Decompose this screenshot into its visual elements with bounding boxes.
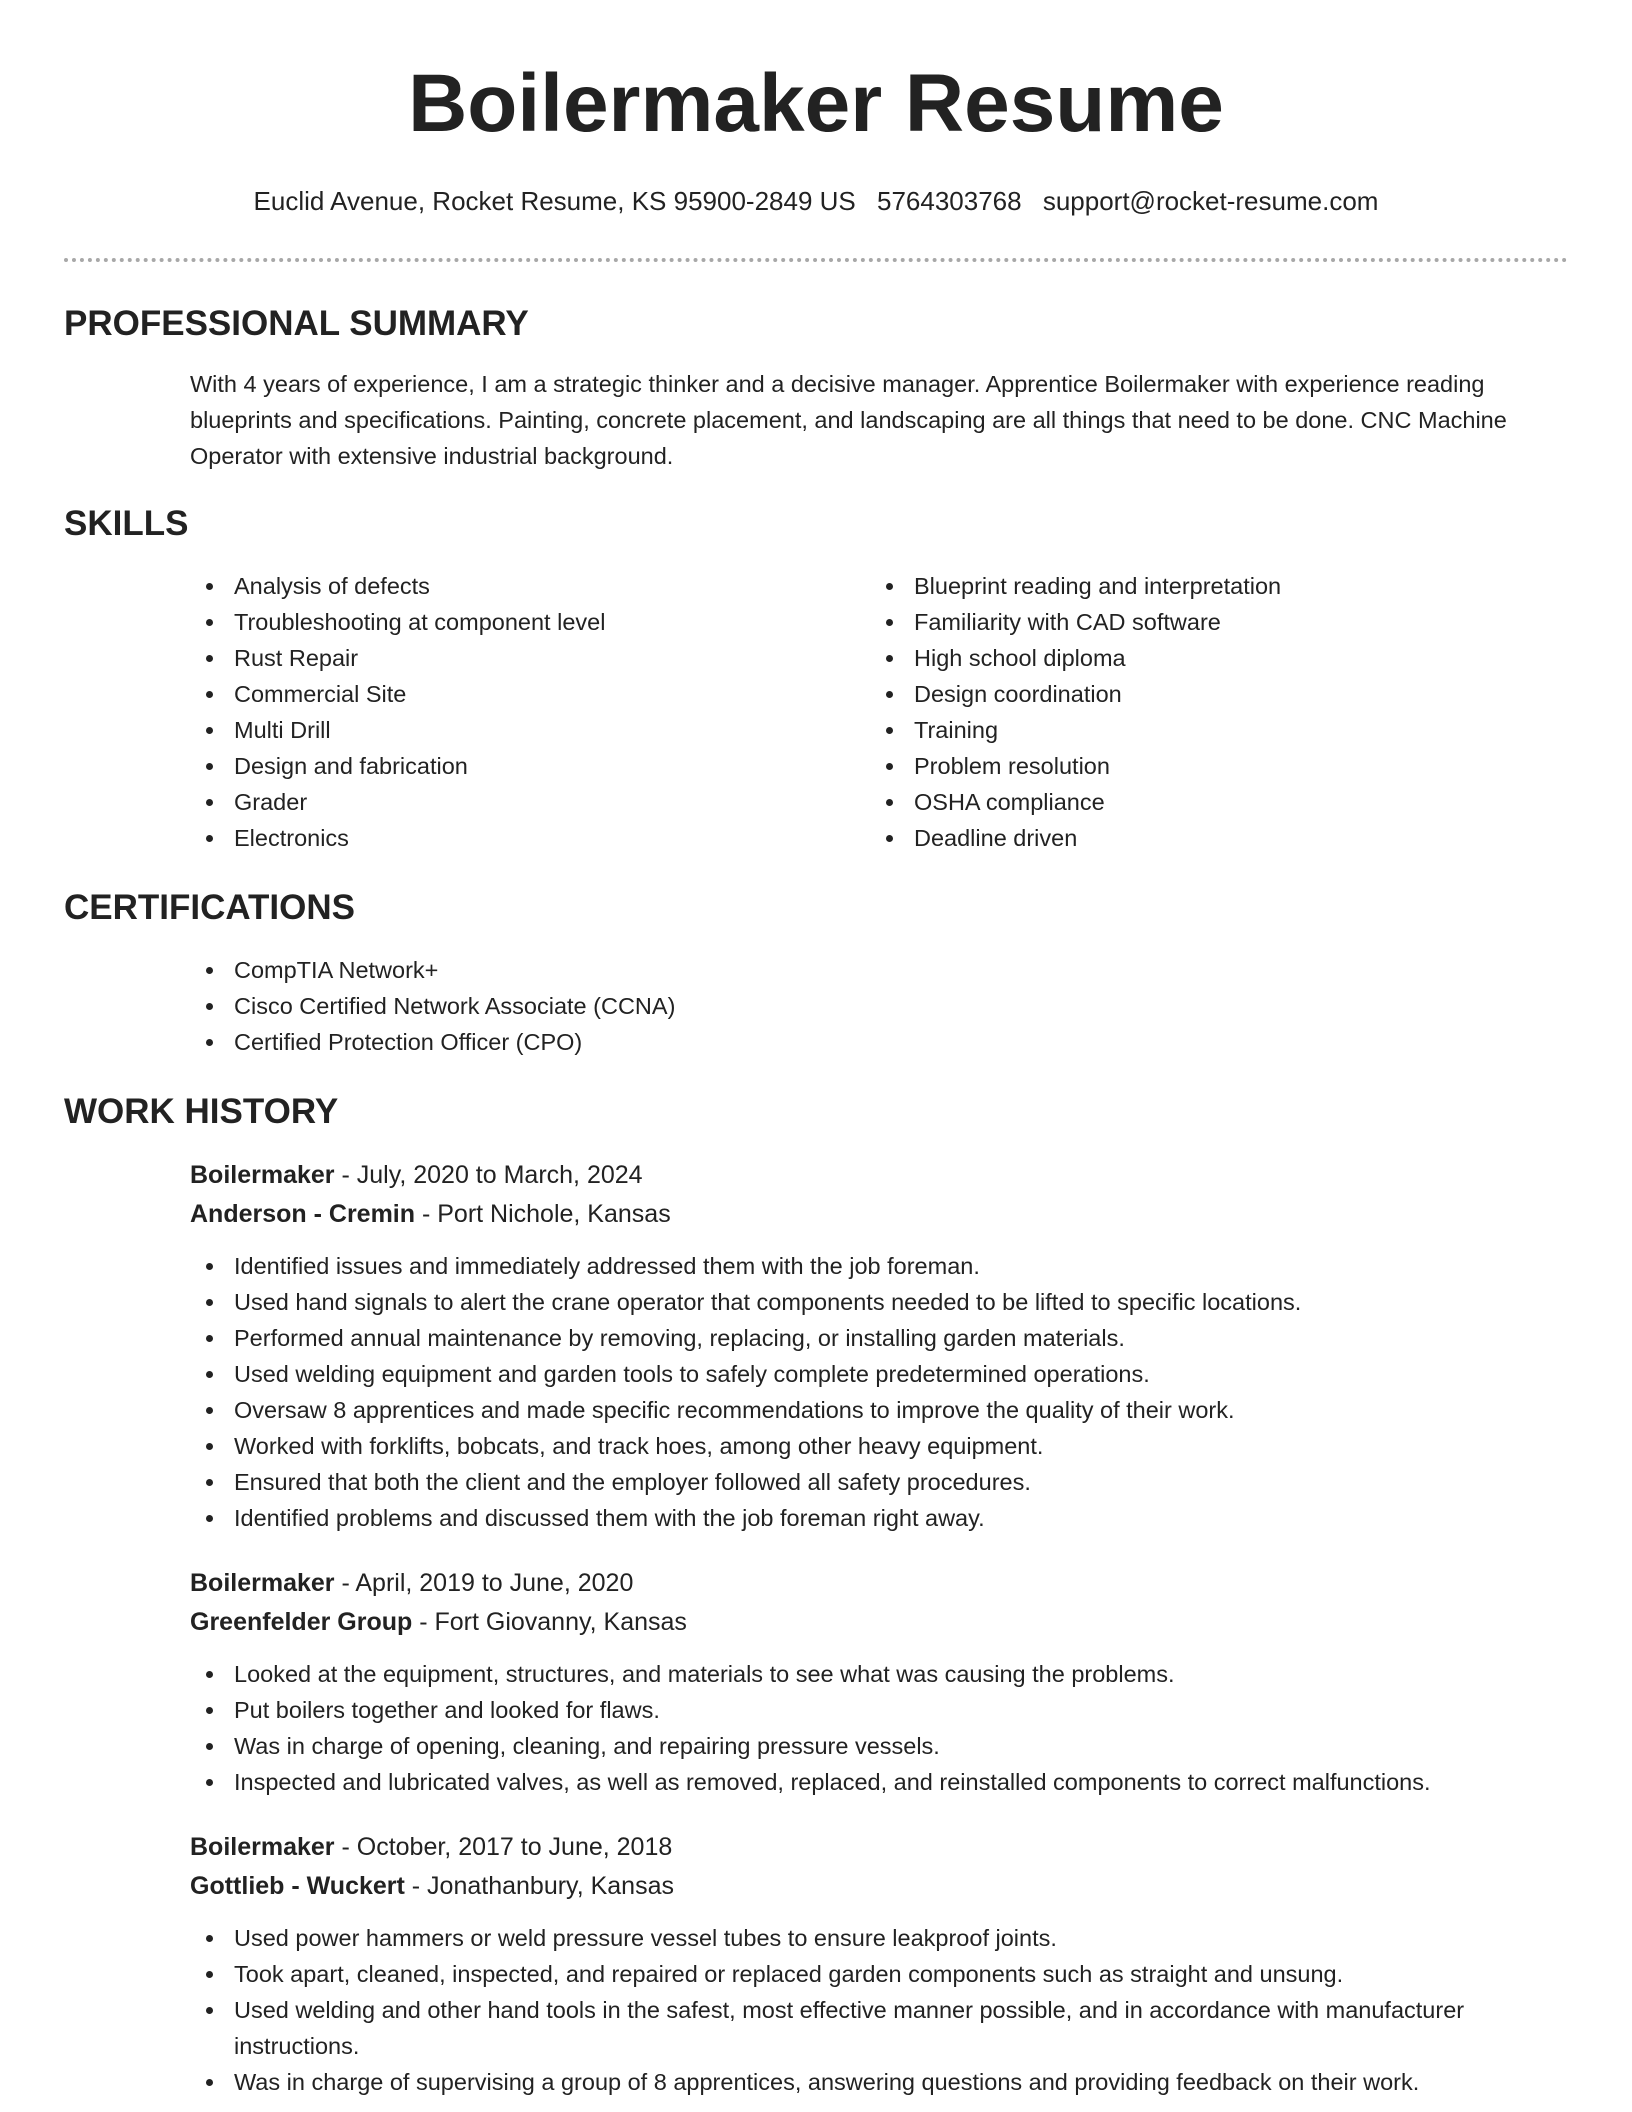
job-title: Boilermaker — [190, 1569, 335, 1597]
skill-item: Commercial Site — [190, 676, 870, 712]
job-dates: - October, 2017 to June, 2018 — [334, 1833, 673, 1861]
job-title-line — [190, 1156, 1568, 1195]
certifications-heading: CERTIFICATIONS — [64, 888, 356, 927]
contact-line — [64, 184, 1568, 218]
job-bullet: Oversaw 8 apprentices and made specific recommendations to improve the quality of their work. — [190, 1392, 1568, 1428]
certifications-list — [190, 952, 1568, 1060]
job-title: Boilermaker — [190, 1161, 335, 1189]
job-bullet: Was in charge of supervising a group of 8 apprentices, answering questions and providing feedback on their work. — [190, 2064, 1568, 2100]
job-bullet: Used hand signals to alert the crane operator that components needed to be lifted to specific locations. — [190, 1284, 1568, 1320]
skill-item: Familiarity with CAD software — [870, 604, 1550, 640]
skill-item: Problem resolution — [870, 748, 1550, 784]
job-bullet: Used power hammers or weld pressure vessel tubes to ensure leakproof joints. — [190, 1920, 1568, 1956]
skill-item: Electronics — [190, 820, 870, 856]
job-bullet: Identified issues and immediately addressed them with the job foreman. — [190, 1248, 1568, 1284]
resume-title: Boilermaker Resume — [408, 58, 1224, 149]
skill-item: Design coordination — [870, 676, 1550, 712]
skills-heading: SKILLS — [64, 504, 189, 543]
skill-item: Multi Drill — [190, 712, 870, 748]
certification-item: Certified Protection Officer (CPO) — [190, 1024, 1568, 1060]
job-bullet: Used welding equipment and garden tools to safely complete predetermined operations. — [190, 1356, 1568, 1392]
work-history-section — [64, 1090, 1568, 2100]
job-company-line — [190, 1603, 1568, 1642]
job-entry — [190, 1564, 1568, 1800]
skill-item: Design and fabrication — [190, 748, 870, 784]
job-entry — [190, 1828, 1568, 2100]
work-history-heading: WORK HISTORY — [64, 1092, 339, 1131]
job-bullet: Inspected and lubricated valves, as well as removed, replaced, and reinstalled components to correct malfunctions. — [190, 1764, 1568, 1800]
job-company: Anderson - Cremin — [190, 1200, 416, 1228]
job-title-line — [190, 1564, 1568, 1603]
job-bullet-list — [190, 1656, 1568, 1800]
job-company-line — [190, 1867, 1568, 1906]
job-company: Greenfelder Group — [190, 1608, 413, 1636]
job-bullet: Looked at the equipment, structures, and materials to see what was causing the problems. — [190, 1656, 1568, 1692]
skill-item: High school diploma — [870, 640, 1550, 676]
job-dates: - July, 2020 to March, 2024 — [334, 1161, 643, 1189]
contact-email: support@rocket-resume.com — [1042, 186, 1379, 216]
certifications-section — [64, 886, 1568, 1060]
job-dates: - April, 2019 to June, 2020 — [334, 1569, 634, 1597]
skill-item: Grader — [190, 784, 870, 820]
skills-grid — [190, 568, 1568, 856]
skill-item: Training — [870, 712, 1550, 748]
skill-item: Troubleshooting at component level — [190, 604, 870, 640]
skill-item: OSHA compliance — [870, 784, 1550, 820]
summary-heading: PROFESSIONAL SUMMARY — [64, 304, 529, 343]
summary-text: With 4 years of experience, I am a strategic thinker and a decisive manager. Apprentice Boilermaker with experience reading blueprints and specifications. Painting, concrete placement, and landscaping are all things that need to be done. CNC Machine Operator with extensive industrial background. — [190, 371, 1507, 469]
skill-item: Deadline driven — [870, 820, 1550, 856]
job-bullet: Ensured that both the client and the employer followed all safety procedures. — [190, 1464, 1568, 1500]
job-bullet-list — [190, 1248, 1568, 1536]
header-divider — [64, 258, 1568, 262]
job-bullet: Performed annual maintenance by removing, replacing, or installing garden materials. — [190, 1320, 1568, 1356]
job-bullet: Took apart, cleaned, inspected, and repaired or replaced garden components such as straight and unsung. — [190, 1956, 1568, 1992]
job-company-line — [190, 1195, 1568, 1234]
skill-item: Rust Repair — [190, 640, 870, 676]
certification-item: CompTIA Network+ — [190, 952, 1568, 988]
skill-item: Analysis of defects — [190, 568, 870, 604]
job-location: - Fort Giovanny, Kansas — [412, 1608, 687, 1636]
certification-item: Cisco Certified Network Associate (CCNA) — [190, 988, 1568, 1024]
skill-item: Blueprint reading and interpretation — [870, 568, 1550, 604]
skills-column-right — [870, 568, 1550, 856]
job-company: Gottlieb - Wuckert — [190, 1872, 405, 1900]
contact-address: Euclid Avenue, Rocket Resume, KS 95900-2849 US — [253, 186, 856, 216]
skills-column-left — [190, 568, 870, 856]
skills-section — [64, 502, 1568, 856]
job-location: - Port Nichole, Kansas — [415, 1200, 671, 1228]
job-bullet: Was in charge of opening, cleaning, and repairing pressure vessels. — [190, 1728, 1568, 1764]
job-entry — [190, 1156, 1568, 1536]
job-bullet: Identified problems and discussed them with the job foreman right away. — [190, 1500, 1568, 1536]
job-location: - Jonathanbury, Kansas — [404, 1872, 674, 1900]
contact-phone: 5764303768 — [876, 186, 1022, 216]
summary-section — [64, 302, 1568, 474]
job-bullet-list — [190, 1920, 1568, 2100]
job-bullet: Worked with forklifts, bobcats, and track hoes, among other heavy equipment. — [190, 1428, 1568, 1464]
job-title-line — [190, 1828, 1568, 1867]
job-bullet: Used welding and other hand tools in the safest, most effective manner possible, and in accordance with manufacturer instructions. — [190, 1992, 1568, 2064]
job-bullet: Put boilers together and looked for flaws. — [190, 1692, 1568, 1728]
job-title: Boilermaker — [190, 1833, 335, 1861]
